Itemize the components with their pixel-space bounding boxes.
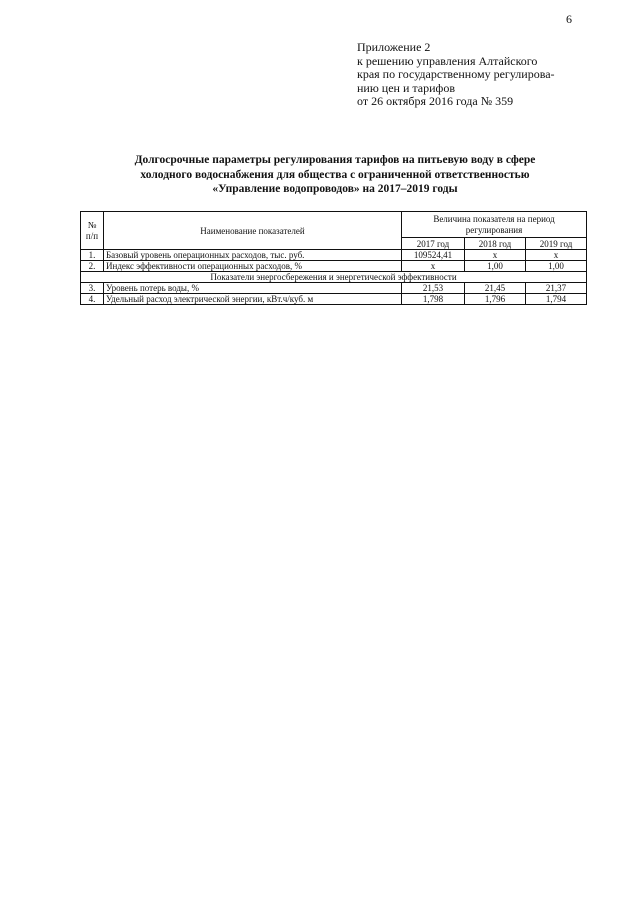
- table-row: [81, 261, 587, 272]
- row-value: 21,53: [402, 283, 465, 294]
- document-title: [96, 153, 574, 197]
- appendix-line: к решению управления Алтайского: [357, 53, 538, 68]
- appendix-line: от 26 октября 2016 года № 359: [357, 94, 514, 108]
- row-value: 21,37: [526, 283, 587, 294]
- row-number: 1.: [81, 250, 104, 261]
- table-section-row: [81, 272, 587, 283]
- row-value: x: [402, 261, 465, 272]
- row-value: 1,00: [526, 261, 587, 272]
- table-row: [81, 294, 587, 305]
- header-year: 2018 год: [465, 238, 526, 250]
- title-line: Долгосрочные параметры регулирования тарифов на питьевую воду в сфере: [134, 154, 536, 166]
- row-value: 1,794: [526, 294, 587, 305]
- title-line: холодного водоснабжения для общества с ограниченной ответственностью: [140, 168, 530, 181]
- header-period: Величина показателя на период регулирования: [402, 212, 587, 238]
- row-value: 1,798: [402, 294, 465, 305]
- table-row: [81, 250, 587, 261]
- row-value: 1,796: [465, 294, 526, 305]
- title-line: «Управление водопроводов» на 2017–2019 годы: [212, 183, 458, 195]
- table-header-row: [81, 212, 587, 238]
- row-name: Индекс эффективности операционных расходов, %: [104, 261, 402, 272]
- section-label: Показатели энергосбережения и энергетической эффективности: [81, 272, 587, 283]
- row-name: Уровень потерь воды, %: [104, 283, 402, 294]
- appendix-line: края по государственному регулирова-: [357, 67, 555, 81]
- table-row: [81, 283, 587, 294]
- row-value: 21,45: [465, 283, 526, 294]
- row-number: 2.: [81, 261, 104, 272]
- appendix-line: Приложение 2: [357, 40, 431, 54]
- header-number: № п/п: [81, 212, 104, 250]
- row-value: 1,00: [465, 261, 526, 272]
- row-name: Удельный расход электрической энергии, кВт.ч/куб. м: [104, 294, 402, 305]
- row-name: Базовый уровень операционных расходов, тыс. руб.: [104, 250, 402, 261]
- row-value: x: [465, 250, 526, 261]
- header-year: 2019 год: [526, 238, 587, 250]
- header-indicator-name: Наименование показателей: [104, 212, 402, 250]
- appendix-header: [357, 41, 555, 109]
- row-value: 109524,41: [402, 250, 465, 261]
- appendix-line: нию цен и тарифов: [357, 80, 455, 95]
- row-number: 3.: [81, 283, 104, 294]
- row-value: x: [526, 250, 587, 261]
- parameters-table: [80, 211, 587, 305]
- row-number: 4.: [81, 294, 104, 305]
- page-number: 6: [566, 12, 572, 26]
- header-year: 2017 год: [402, 238, 465, 250]
